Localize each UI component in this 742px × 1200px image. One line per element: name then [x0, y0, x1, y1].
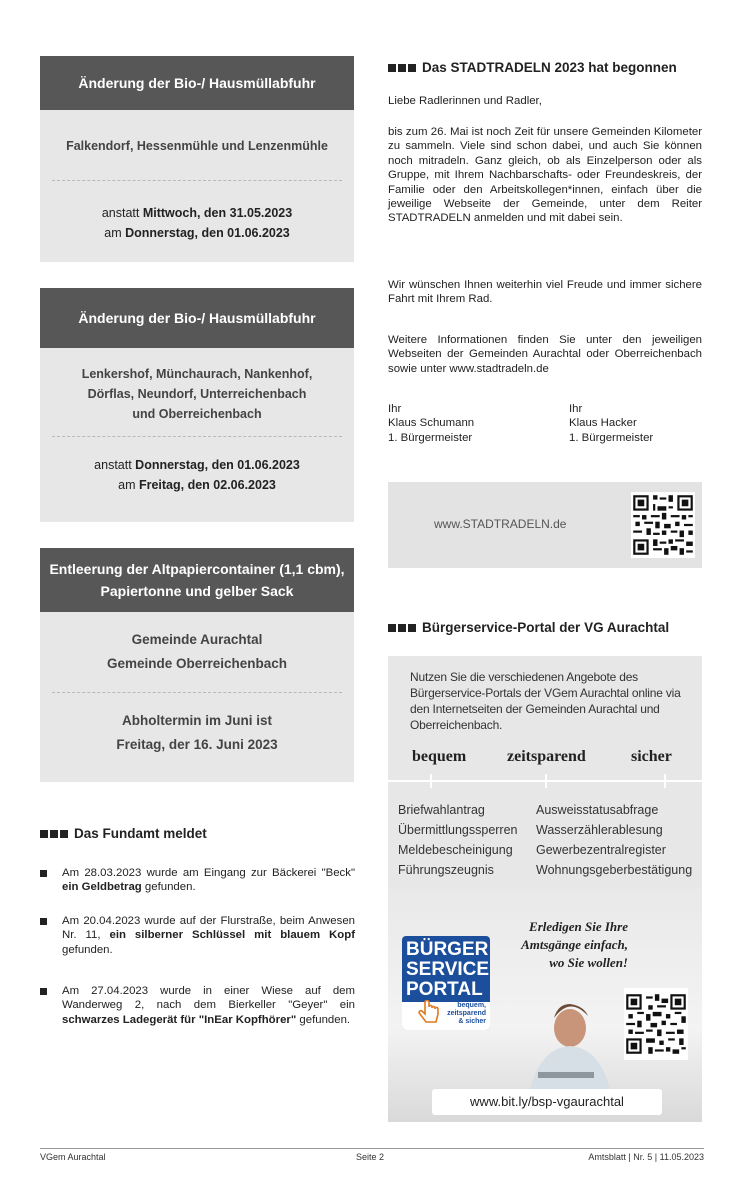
list-item: Wasserzählerablesung	[536, 823, 663, 837]
bullet-square-icon	[40, 988, 47, 995]
notice-box-title: Entleerung der Altpapiercontainer (1,1 cbm), Papiertonne und gelber Sack	[40, 548, 354, 612]
stadtradeln-url[interactable]: www.STADTRADELN.de	[434, 517, 567, 531]
bsp-tick	[430, 774, 432, 788]
list-item: Ausweisstatusabfrage	[536, 803, 659, 817]
stadtradeln-link-box	[388, 482, 702, 568]
qr-code-icon	[631, 492, 695, 558]
person-with-laptop-illustration	[508, 988, 628, 1098]
qr-code-icon	[624, 988, 688, 1060]
footer-left: VGem Aurachtal	[40, 1152, 106, 1162]
list-item: Übermittlungssperren	[398, 823, 518, 837]
notice-box-places: Lenkershof, Münchaurach, Nankenhof, Dörflas, Neundorf, Unterreichenbach und Oberreichenbach	[81, 367, 313, 421]
notice-box-altpapier	[40, 548, 354, 782]
buergerservice-portal-logo: BÜRGER SERVICE PORTAL bequem, zeitsparend & sicher	[402, 936, 490, 1030]
list-item: Führungszeugnis	[398, 863, 494, 877]
stadtradeln-paragraph-1: bis zum 26. Mai ist noch Zeit für unsere Gemeinden Kilometer zu sammeln. Viele sind schon dabei, und auch Sie können noch mitradeln. Ganz gleich, ob als Einzelperson oder als Gruppe, mit Ihrem Nachbarschafts- oder Freundeskreis, der Familie oder den Arbeitskollegen*innen, einfach über die jeweilige Webseite der Gemeinde, unter dem Reiter STADTRADELN anmelden und mit dabei sein.	[388, 126, 702, 225]
bsp-intro: Nutzen Sie die verschiedenen Angebote des Bürgerservice-Portals der VGem Aurachtal online via den Internetseiten der Gemeinden Aurachtal und Oberreichenbach.	[410, 670, 681, 732]
notice-box-title: Änderung der Bio-/ Hausmüllabfuhr	[40, 288, 354, 348]
section-title-stadtradeln: Das STADTRADELN 2023 hat begonnen	[388, 60, 677, 75]
bullet-square-icon	[40, 918, 47, 925]
bsp-tick	[545, 774, 547, 788]
bsp-graphic	[388, 888, 702, 1122]
list-item: Briefwahlantrag	[398, 803, 485, 817]
dashed-divider	[52, 180, 342, 181]
stadtradeln-paragraph-3: Weitere Informationen finden Sie unter den jeweiligen Webseiten der Gemeinden Aurachtal oder Oberreichenbach sowie unter www.stadtradeln.de	[388, 334, 702, 375]
notice-box-biomuell-1	[40, 56, 354, 262]
page-number: Seite 2	[356, 1152, 385, 1162]
bsp-word-zeitsparend: zeitsparend	[507, 748, 586, 765]
notice-box-municipalities: Gemeinde Aurachtal Gemeinde Oberreichenbach	[106, 632, 288, 671]
stadtradeln-paragraph-2: Wir wünschen Ihnen weiterhin viel Freude und immer sichere Fahrt mit Ihrem Rad.	[388, 279, 702, 306]
section-title-fundamt: Das Fundamt meldet	[40, 826, 207, 841]
bsp-services-left	[398, 800, 518, 880]
signature-schumann: Ihr Klaus Schumann 1. Bürgermeister	[388, 403, 475, 444]
bsp-word-bequem: bequem	[412, 748, 467, 765]
list-item: Meldebescheinigung	[398, 843, 513, 857]
bsp-services-right	[536, 800, 692, 880]
bsp-slogan: Erledigen Sie Ihre Amtsgänge einfach, wo Sie wollen!	[521, 919, 628, 970]
notice-box-dates: anstatt Mittwoch, den 31.05.2023 am Donnerstag, den 01.06.2023	[101, 206, 293, 240]
bsp-link-banner[interactable]: www.bit.ly/bsp-vgaurachtal	[432, 1089, 662, 1115]
notice-box-pickup-date: Abholtermin im Juni ist Freitag, der 16. Juni 2023	[116, 713, 278, 752]
list-item: Am 28.03.2023 wurde am Eingang zur Bäckerei "Beck" ein Geldbetrag gefunden.	[40, 866, 355, 895]
section-title-buergerservice: Bürgerservice-Portal der VG Aurachtal	[388, 620, 669, 635]
dashed-divider	[52, 436, 342, 437]
signature-hacker: Ihr Klaus Hacker 1. Bürgermeister	[569, 403, 654, 444]
bsp-ad-box	[388, 656, 702, 1122]
page-footer	[40, 1148, 704, 1162]
list-item: Wohnungsgeberbestätigung	[536, 863, 693, 877]
list-item: Gewerbezentralregister	[536, 843, 666, 857]
notice-box-dates: anstatt Donnerstag, den 01.06.2023 am Freitag, den 02.06.2023	[94, 458, 300, 492]
notice-box-biomuell-2	[40, 288, 354, 522]
bullet-square-icon	[40, 870, 47, 877]
bsp-word-sicher: sicher	[631, 748, 672, 765]
footer-right: Amtsblatt | Nr. 5 | 11.05.2023	[588, 1152, 704, 1162]
hand-pointer-icon	[416, 1000, 442, 1026]
notice-box-title: Änderung der Bio-/ Hausmüllabfuhr	[40, 56, 354, 110]
bsp-tick	[664, 774, 666, 788]
stadtradeln-greeting: Liebe Radlerinnen und Radler,	[388, 95, 542, 107]
list-item: Am 27.04.2023 wurde in einer Wiese auf dem Wanderweg 2, nach dem Bierkeller "Geyer" ein schwarzes Ladegerät für "InEar Kopfhörer" gefunden.	[40, 984, 355, 1027]
dashed-divider	[52, 692, 342, 693]
notice-box-places: Falkendorf, Hessenmühle und Lenzenmühle	[66, 139, 328, 153]
list-item: Am 20.04.2023 wurde auf der Flurstraße, beim Anwesen Nr. 11, ein silberner Schlüssel mit blauem Kopf gefunden.	[40, 914, 355, 957]
